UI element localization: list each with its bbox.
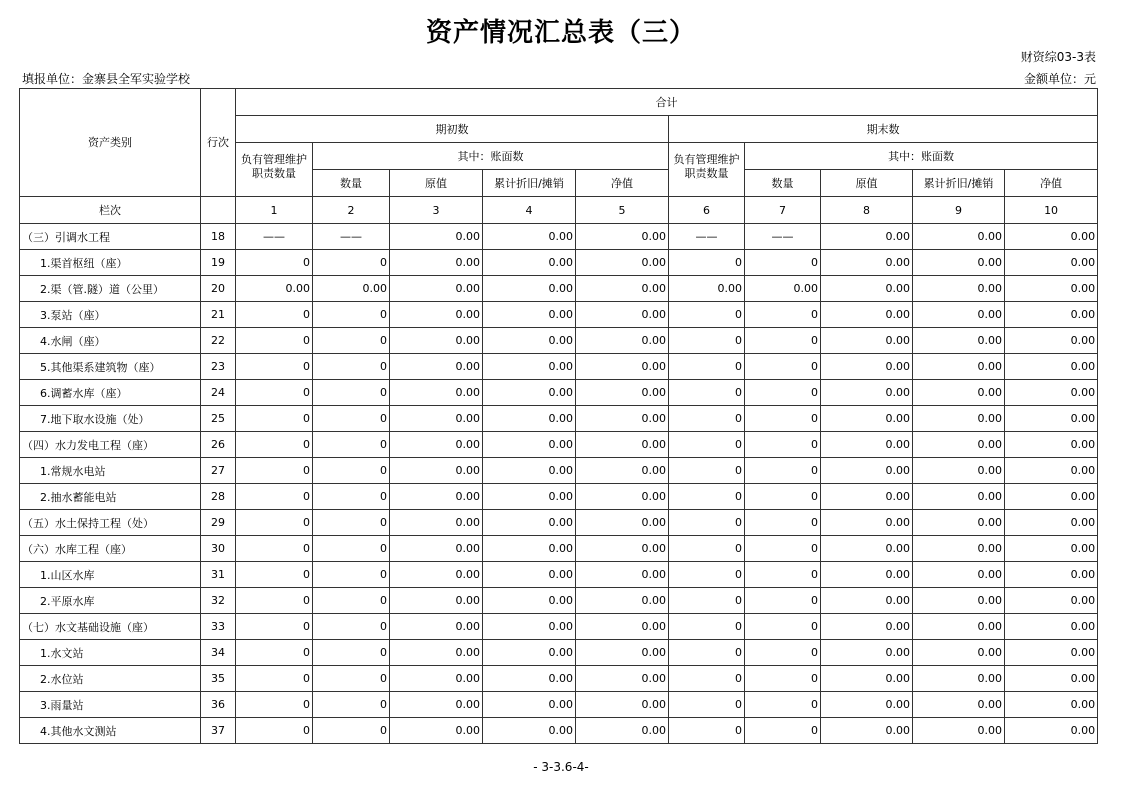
row-value-cell: 0 — [313, 640, 390, 666]
row-value-cell: 0 — [669, 354, 745, 380]
reporting-unit: 填报单位：金寨县全军实验学校 — [22, 72, 191, 86]
row-value-cell: 0.00 — [483, 328, 576, 354]
form-code: 财资综03-3表 — [1020, 50, 1096, 64]
row-value-cell: 0.00 — [913, 588, 1005, 614]
row-category-name: 7.地下取水设施（处） — [20, 406, 201, 432]
table-row — [20, 458, 1098, 484]
row-value-cell: 0 — [313, 458, 390, 484]
row-value-cell: 0.00 — [390, 328, 483, 354]
row-value-cell: 0.00 — [1005, 562, 1098, 588]
row-category-name: 1.渠首枢纽（座） — [20, 250, 201, 276]
row-value-cell: 0.00 — [483, 354, 576, 380]
page-title: 资产情况汇总表（三） — [425, 18, 696, 48]
row-value-cell: 0.00 — [483, 406, 576, 432]
row-value-cell: 0 — [313, 250, 390, 276]
row-value-cell: 0 — [236, 510, 313, 536]
row-value-cell: 0 — [313, 406, 390, 432]
table-row — [20, 380, 1098, 406]
table-row — [20, 666, 1098, 692]
table-row — [20, 354, 1098, 380]
header-accum-depreciation-end: 累计折旧/摊销 — [913, 170, 1005, 197]
row-value-cell: 0.00 — [1005, 354, 1098, 380]
header-original-value-end: 原值 — [821, 170, 913, 197]
row-number: 28 — [201, 484, 236, 510]
row-value-cell: 0.00 — [483, 718, 576, 744]
asset-summary-table — [19, 88, 1098, 744]
row-value-cell: 0.00 — [1005, 692, 1098, 718]
row-value-cell: 0.00 — [821, 484, 913, 510]
row-number: 18 — [201, 224, 236, 250]
row-number: 29 — [201, 510, 236, 536]
row-value-cell: 0.00 — [390, 510, 483, 536]
row-number: 23 — [201, 354, 236, 380]
row-value-cell: 0 — [669, 692, 745, 718]
row-value-cell: 0.00 — [390, 250, 483, 276]
row-number: 19 — [201, 250, 236, 276]
row-value-cell: 0.00 — [483, 484, 576, 510]
row-value-cell: 0.00 — [483, 250, 576, 276]
row-value-cell: 0.00 — [913, 302, 1005, 328]
header-asset-category: 资产类别 — [20, 89, 201, 197]
row-value-cell: 0.00 — [576, 484, 669, 510]
row-value-cell: 0.00 — [390, 692, 483, 718]
table-row — [20, 406, 1098, 432]
row-value-cell: 0.00 — [576, 718, 669, 744]
row-value-cell: 0 — [313, 302, 390, 328]
row-value-cell: 0.00 — [483, 692, 576, 718]
row-value-cell: 0 — [745, 562, 821, 588]
row-category-name: （三）引调水工程 — [20, 224, 201, 250]
header-book-value-begin: 其中：账面数 — [313, 143, 669, 170]
row-value-cell: 0.00 — [483, 380, 576, 406]
table-row — [20, 432, 1098, 458]
row-value-cell: 0 — [745, 588, 821, 614]
row-value-cell: 0 — [236, 536, 313, 562]
row-value-cell: 0.00 — [1005, 536, 1098, 562]
row-value-cell: 0 — [313, 484, 390, 510]
row-value-cell: 0 — [236, 354, 313, 380]
row-value-cell: 0.00 — [576, 302, 669, 328]
table-row — [20, 562, 1098, 588]
row-value-cell: 0 — [669, 562, 745, 588]
row-category-name: （六）水库工程（座） — [20, 536, 201, 562]
row-value-cell: 0.00 — [576, 692, 669, 718]
row-value-cell: 0.00 — [1005, 640, 1098, 666]
row-value-cell: 0 — [669, 614, 745, 640]
row-number: 34 — [201, 640, 236, 666]
row-value-cell: 0.00 — [821, 640, 913, 666]
row-value-cell: 0 — [669, 640, 745, 666]
row-value-cell: 0.00 — [390, 484, 483, 510]
row-value-cell: 0.00 — [913, 276, 1005, 302]
row-number: 21 — [201, 302, 236, 328]
row-value-cell: 0.00 — [913, 250, 1005, 276]
col-num: 10 — [1005, 197, 1098, 224]
row-number: 37 — [201, 718, 236, 744]
row-value-cell: 0.00 — [821, 510, 913, 536]
row-value-cell: 0 — [745, 458, 821, 484]
row-value-cell: 0.00 — [669, 276, 745, 302]
col-num: 9 — [913, 197, 1005, 224]
header-original-value-begin: 原值 — [390, 170, 483, 197]
row-value-cell: 0.00 — [483, 614, 576, 640]
header-beginning: 期初数 — [236, 116, 669, 143]
row-value-cell: 0.00 — [390, 432, 483, 458]
row-category-name: 1.水文站 — [20, 640, 201, 666]
row-value-cell: 0 — [745, 640, 821, 666]
row-value-cell: 0.00 — [576, 380, 669, 406]
row-value-cell: 0.00 — [821, 380, 913, 406]
row-value-cell: 0.00 — [913, 640, 1005, 666]
row-value-cell: 0 — [669, 536, 745, 562]
header-column-label: 栏次 — [20, 197, 201, 224]
row-value-cell: 0 — [745, 614, 821, 640]
row-number: 36 — [201, 692, 236, 718]
row-value-cell: 0 — [313, 718, 390, 744]
row-value-cell: 0.00 — [913, 484, 1005, 510]
row-number: 31 — [201, 562, 236, 588]
row-value-cell: 0 — [236, 640, 313, 666]
row-value-cell: 0.00 — [483, 458, 576, 484]
row-value-cell: 0.00 — [821, 224, 913, 250]
row-value-cell: 0 — [236, 484, 313, 510]
row-value-cell: 0.00 — [390, 406, 483, 432]
row-category-name: 5.其他渠系建筑物（座） — [20, 354, 201, 380]
header-net-value-end: 净值 — [1005, 170, 1098, 197]
table-row — [20, 302, 1098, 328]
row-value-cell: 0.00 — [1005, 406, 1098, 432]
row-category-name: 3.雨量站 — [20, 692, 201, 718]
row-value-cell: 0.00 — [576, 666, 669, 692]
row-value-cell: 0.00 — [821, 432, 913, 458]
row-value-cell: 0 — [236, 406, 313, 432]
row-value-cell: 0.00 — [745, 276, 821, 302]
row-value-cell: 0.00 — [1005, 380, 1098, 406]
header-net-value-begin: 净值 — [576, 170, 669, 197]
row-value-cell: 0.00 — [576, 536, 669, 562]
row-value-cell: 0 — [236, 328, 313, 354]
row-value-cell: 0 — [745, 432, 821, 458]
row-value-cell: 0.00 — [821, 302, 913, 328]
row-category-name: （五）水土保持工程（处） — [20, 510, 201, 536]
row-category-name: 6.调蓄水库（座） — [20, 380, 201, 406]
row-value-cell: 0.00 — [821, 250, 913, 276]
row-value-cell: 0.00 — [821, 718, 913, 744]
row-value-cell: 0.00 — [821, 692, 913, 718]
row-value-cell: 0 — [669, 250, 745, 276]
row-value-cell: 0 — [313, 614, 390, 640]
row-value-cell: 0.00 — [483, 432, 576, 458]
header-quantity-begin: 数量 — [313, 170, 390, 197]
row-value-cell: 0 — [236, 250, 313, 276]
row-value-cell: 0 — [669, 406, 745, 432]
row-value-cell: 0.00 — [1005, 614, 1098, 640]
row-value-cell: 0 — [236, 458, 313, 484]
row-value-cell: 0.00 — [913, 328, 1005, 354]
row-value-cell: 0 — [669, 328, 745, 354]
row-value-cell: 0.00 — [821, 666, 913, 692]
row-value-cell: 0.00 — [576, 562, 669, 588]
row-value-cell: 0.00 — [390, 588, 483, 614]
row-value-cell: 0 — [669, 588, 745, 614]
row-value-cell: 0.00 — [1005, 666, 1098, 692]
row-category-name: 4.水闸（座） — [20, 328, 201, 354]
row-value-cell: 0 — [236, 692, 313, 718]
row-value-cell: 0 — [669, 718, 745, 744]
row-value-cell: 0.00 — [236, 276, 313, 302]
row-value-cell: 0.00 — [576, 458, 669, 484]
row-value-cell: 0.00 — [1005, 224, 1098, 250]
row-value-cell: 0.00 — [821, 458, 913, 484]
row-value-cell: 0 — [745, 536, 821, 562]
table-row — [20, 328, 1098, 354]
row-value-cell: 0.00 — [390, 640, 483, 666]
row-value-cell: 0.00 — [1005, 718, 1098, 744]
row-value-cell: 0 — [313, 354, 390, 380]
row-value-cell: 0 — [313, 536, 390, 562]
table-body — [20, 224, 1098, 744]
row-value-cell: 0.00 — [913, 510, 1005, 536]
row-value-cell: —— — [669, 224, 745, 250]
row-value-cell: 0.00 — [576, 588, 669, 614]
header-row-no: 行次 — [201, 89, 236, 197]
row-value-cell: 0.00 — [821, 276, 913, 302]
row-value-cell: 0.00 — [576, 250, 669, 276]
table-row — [20, 250, 1098, 276]
header-total: 合计 — [236, 89, 1098, 116]
row-value-cell: 0.00 — [1005, 276, 1098, 302]
row-category-name: 2.渠（管.隧）道（公里） — [20, 276, 201, 302]
row-value-cell: 0.00 — [1005, 250, 1098, 276]
row-value-cell: 0.00 — [1005, 588, 1098, 614]
row-value-cell: 0.00 — [390, 380, 483, 406]
row-value-cell: 0 — [669, 484, 745, 510]
row-value-cell: 0.00 — [821, 614, 913, 640]
row-value-cell: 0.00 — [390, 666, 483, 692]
table-row — [20, 718, 1098, 744]
row-value-cell: 0.00 — [483, 640, 576, 666]
row-value-cell: 0 — [745, 718, 821, 744]
row-value-cell: 0.00 — [821, 588, 913, 614]
header-book-value-end: 其中：账面数 — [745, 143, 1098, 170]
table-row — [20, 510, 1098, 536]
row-number: 27 — [201, 458, 236, 484]
row-value-cell: 0 — [313, 510, 390, 536]
row-value-cell: 0 — [236, 380, 313, 406]
header-ending: 期末数 — [669, 116, 1098, 143]
col-num: 5 — [576, 197, 669, 224]
row-value-cell: 0 — [669, 510, 745, 536]
row-value-cell: 0 — [669, 302, 745, 328]
row-category-name: （四）水力发电工程（座） — [20, 432, 201, 458]
row-value-cell: 0 — [669, 666, 745, 692]
row-value-cell: 0 — [313, 328, 390, 354]
row-value-cell: 0 — [669, 432, 745, 458]
row-value-cell: 0.00 — [390, 718, 483, 744]
col-num: 3 — [390, 197, 483, 224]
row-value-cell: 0.00 — [913, 458, 1005, 484]
row-value-cell: 0.00 — [913, 718, 1005, 744]
row-value-cell: 0 — [669, 380, 745, 406]
row-value-cell: 0.00 — [483, 276, 576, 302]
row-value-cell: 0.00 — [821, 406, 913, 432]
row-value-cell: 0 — [745, 510, 821, 536]
row-value-cell: 0.00 — [913, 380, 1005, 406]
row-value-cell: —— — [745, 224, 821, 250]
row-value-cell: 0.00 — [576, 406, 669, 432]
row-value-cell: 0.00 — [1005, 458, 1098, 484]
row-value-cell: 0 — [313, 432, 390, 458]
row-value-cell: 0 — [313, 562, 390, 588]
row-value-cell: 0.00 — [483, 224, 576, 250]
row-value-cell: 0.00 — [1005, 510, 1098, 536]
row-value-cell: 0.00 — [913, 666, 1005, 692]
row-value-cell: 0.00 — [1005, 484, 1098, 510]
row-value-cell: 0.00 — [913, 354, 1005, 380]
col-num: 4 — [483, 197, 576, 224]
row-number: 26 — [201, 432, 236, 458]
row-value-cell: 0.00 — [576, 224, 669, 250]
row-value-cell: 0 — [236, 666, 313, 692]
row-value-cell: 0.00 — [483, 536, 576, 562]
row-value-cell: 0 — [236, 302, 313, 328]
row-value-cell: 0 — [745, 328, 821, 354]
header-column-blank — [201, 197, 236, 224]
table-row — [20, 276, 1098, 302]
row-value-cell: 0 — [745, 380, 821, 406]
row-category-name: 4.其他水文测站 — [20, 718, 201, 744]
col-num: 8 — [821, 197, 913, 224]
col-num: 1 — [236, 197, 313, 224]
row-value-cell: 0.00 — [483, 588, 576, 614]
row-value-cell: 0.00 — [390, 562, 483, 588]
row-category-name: 1.常规水电站 — [20, 458, 201, 484]
row-value-cell: 0.00 — [913, 224, 1005, 250]
row-value-cell: 0.00 — [483, 666, 576, 692]
row-value-cell: 0 — [236, 718, 313, 744]
row-number: 22 — [201, 328, 236, 354]
table-row — [20, 224, 1098, 250]
row-category-name: 3.泵站（座） — [20, 302, 201, 328]
col-num: 6 — [669, 197, 745, 224]
row-value-cell: 0.00 — [390, 614, 483, 640]
table-row — [20, 692, 1098, 718]
row-value-cell: 0 — [236, 588, 313, 614]
amount-unit: 金额单位：元 — [1023, 72, 1096, 86]
row-value-cell: 0 — [745, 484, 821, 510]
row-value-cell: 0.00 — [576, 510, 669, 536]
row-value-cell: 0.00 — [483, 562, 576, 588]
row-value-cell: 0 — [745, 354, 821, 380]
row-value-cell: 0.00 — [913, 432, 1005, 458]
row-value-cell: 0 — [236, 432, 313, 458]
row-value-cell: 0 — [313, 692, 390, 718]
table-row — [20, 640, 1098, 666]
col-num: 7 — [745, 197, 821, 224]
row-category-name: （七）水文基础设施（座） — [20, 614, 201, 640]
row-number: 20 — [201, 276, 236, 302]
row-value-cell: 0.00 — [913, 406, 1005, 432]
row-number: 32 — [201, 588, 236, 614]
row-value-cell: 0 — [745, 692, 821, 718]
row-value-cell: 0.00 — [821, 562, 913, 588]
row-value-cell: 0 — [313, 380, 390, 406]
row-value-cell: 0.00 — [576, 432, 669, 458]
row-value-cell: 0.00 — [821, 536, 913, 562]
row-value-cell: 0 — [745, 666, 821, 692]
row-value-cell: 0 — [745, 406, 821, 432]
row-value-cell: 0.00 — [390, 224, 483, 250]
table-row — [20, 614, 1098, 640]
table-row — [20, 484, 1098, 510]
row-value-cell: 0 — [669, 458, 745, 484]
header-accum-depreciation-begin: 累计折旧/摊销 — [483, 170, 576, 197]
row-value-cell: —— — [313, 224, 390, 250]
row-value-cell: 0 — [745, 302, 821, 328]
row-value-cell: 0.00 — [390, 458, 483, 484]
row-category-name: 1.山区水库 — [20, 562, 201, 588]
row-value-cell: 0.00 — [576, 276, 669, 302]
row-value-cell: 0.00 — [576, 328, 669, 354]
row-value-cell: 0.00 — [483, 302, 576, 328]
header-responsible-qty-begin: 负有管理维护职责数量 — [236, 143, 313, 197]
page-number: - 3-3.6-4- — [533, 760, 589, 774]
header-responsible-qty-end: 负有管理维护职责数量 — [669, 143, 745, 197]
row-value-cell: 0 — [745, 250, 821, 276]
row-value-cell: 0.00 — [821, 354, 913, 380]
row-value-cell: 0.00 — [576, 614, 669, 640]
table-row — [20, 588, 1098, 614]
row-value-cell: 0.00 — [1005, 328, 1098, 354]
col-num: 2 — [313, 197, 390, 224]
row-value-cell: 0.00 — [1005, 432, 1098, 458]
row-value-cell: 0.00 — [913, 614, 1005, 640]
row-number: 33 — [201, 614, 236, 640]
row-number: 35 — [201, 666, 236, 692]
row-value-cell: 0 — [313, 666, 390, 692]
row-value-cell: 0.00 — [390, 302, 483, 328]
row-value-cell: 0.00 — [390, 354, 483, 380]
row-value-cell: 0.00 — [483, 510, 576, 536]
row-value-cell: 0.00 — [913, 536, 1005, 562]
row-category-name: 2.抽水蓄能电站 — [20, 484, 201, 510]
table-row — [20, 536, 1098, 562]
row-value-cell: 0 — [236, 614, 313, 640]
row-value-cell: 0.00 — [390, 536, 483, 562]
row-value-cell: 0.00 — [576, 354, 669, 380]
row-value-cell: 0.00 — [390, 276, 483, 302]
header-quantity-end: 数量 — [745, 170, 821, 197]
row-number: 25 — [201, 406, 236, 432]
row-category-name: 2.平原水库 — [20, 588, 201, 614]
row-value-cell: 0.00 — [913, 562, 1005, 588]
row-value-cell: 0.00 — [821, 328, 913, 354]
row-category-name: 2.水位站 — [20, 666, 201, 692]
row-value-cell: —— — [236, 224, 313, 250]
row-number: 30 — [201, 536, 236, 562]
row-value-cell: 0.00 — [576, 640, 669, 666]
row-value-cell: 0.00 — [913, 692, 1005, 718]
row-value-cell: 0 — [236, 562, 313, 588]
row-value-cell: 0.00 — [313, 276, 390, 302]
row-number: 24 — [201, 380, 236, 406]
row-value-cell: 0 — [313, 588, 390, 614]
row-value-cell: 0.00 — [1005, 302, 1098, 328]
